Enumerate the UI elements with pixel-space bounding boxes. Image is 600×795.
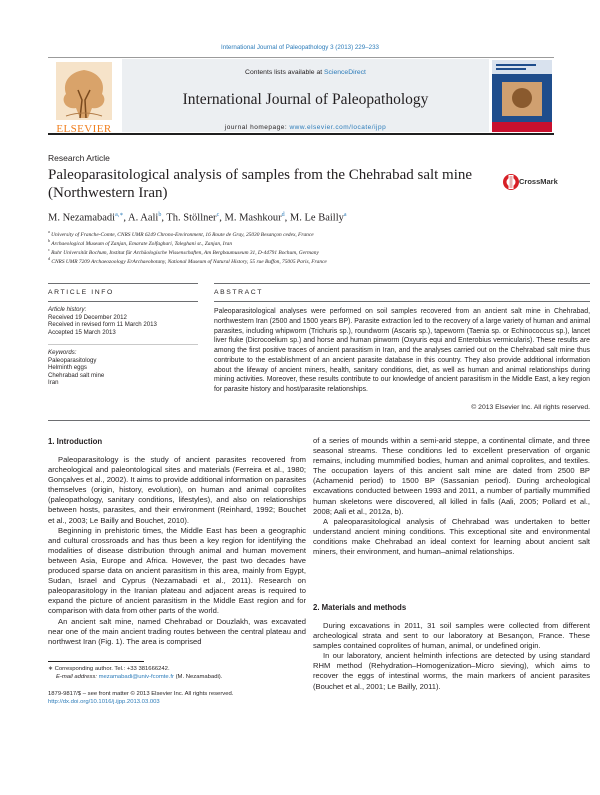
footnotes xyxy=(48,665,308,681)
email-link[interactable]: mezamabadi@univ-fcomte.fr xyxy=(98,674,174,680)
divider xyxy=(214,301,590,302)
paragraph: In our laboratory, ancient helminth infections are detected by using standard RHM method (Rehydration–Homogenization–Micro sieving), which aims to recover the eggs of intestinal worms, the main markers of ancient parasites (Bouchet et al., 2001; Le Bailly, 2011). xyxy=(313,651,590,691)
keywords-block xyxy=(48,349,198,387)
elsevier-tree-logo xyxy=(50,60,118,132)
corresponding-author: ∗ Corresponding author. Tel.: +33 381666242. xyxy=(48,666,170,672)
keywords-label: Keywords: xyxy=(48,349,77,356)
keyword: Paleoparasitology xyxy=(48,356,97,364)
contents-prefix: Contents lists available at xyxy=(245,69,325,76)
body-right-column xyxy=(313,436,590,557)
abstract-text: Paleoparasitological analyses were performed on soil samples recovered from an ancient salt mine in Chehrabad, northwestern Iran (2500 and 1500 years BP). Parasite extraction led to the recovery of a large variety of human and animal parasites, including whipworm (Trichuris sp.), roundworm (Ascaris sp.), tapeworm (Taenia sp. or Echinococcus sp.), lancet liver fluke (Dicrocoelium sp.) and horse and human pinworm (Oxyuris equi and Enterobius vermicularis). These results are among the first positive traces of ancient parasitism in Iran, and the analyses carried out on the Chehrabad salt mine thus contribute to the establishment of an ancient parasite database in this country. They also provide additional information about the lifeway of ancient miners, health, sanitary conditions, diet, as well as human and animal relationships during mining activities. Moreover, these results contribute to our knowledge of ancient parasitism in the Middle East, a key region for parasite history and host/parasite relationships. xyxy=(214,308,590,393)
keyword: Helminth eggs xyxy=(48,364,87,372)
author-affiliation-marker[interactable]: b xyxy=(158,212,162,218)
footnote-divider xyxy=(48,661,144,662)
body-right-column-methods xyxy=(313,621,590,692)
body-left-column xyxy=(48,455,306,647)
paragraph: A paleoparasitological analysis of Chehrabad was undertaken to better understand ancient mining conditions. This exceptional site and environmental conditions make Chehrabad an ideal context for learning about ancient salt miners, their environment, and human–animal relationships. xyxy=(313,516,590,557)
paragraph: of a series of mounds within a semi-arid steppe, a continental climate, and three seasonal streams. These conditions led to excellent preservation of organic remains, including mummified bodies, human and animal coprolites, and textiles. The occupation layers of this ancient salt mine are dated from 2500 BP (Achamenid period) to 1500 BP (Sassanian period). During archeological excavations conducted between 1993 and 2011, a number of partially mummified human skeletons were discovered, all killed in falls (Aali, 2005; Pollard et al., 2008; Aali et al., 2012a, b). xyxy=(313,436,590,516)
article-info-heading: ARTICLE INFO xyxy=(48,289,114,296)
homepage-line xyxy=(122,124,489,131)
accepted-date: Accepted 15 March 2013 xyxy=(48,328,116,336)
affiliation-marker: b xyxy=(48,238,50,243)
homepage-prefix: journal homepage: xyxy=(224,124,290,131)
paragraph: During excavations in 2011, 31 soil samples were collected from different archeological strata and sent to our laboratory at Besançon, France. These samples contained coprolites of human, animal, or undefined origin. xyxy=(313,621,590,651)
author-name[interactable]: A. Aali xyxy=(127,212,159,224)
author-separator: , xyxy=(123,212,128,224)
divider xyxy=(48,283,198,284)
author-name[interactable]: M. Nezamabadi xyxy=(48,212,116,224)
divider xyxy=(214,283,590,284)
homepage-link[interactable]: www.elsevier.com/locate/ijpp xyxy=(289,124,387,131)
email-label: E-mail address: xyxy=(56,674,99,680)
keyword: Iran xyxy=(48,379,59,387)
journal-cover-thumbnail xyxy=(492,60,552,132)
author-name[interactable]: M. Le Bailly xyxy=(289,212,344,224)
author-affiliation-marker[interactable]: a,∗ xyxy=(115,212,124,218)
copyright: © 2013 Elsevier Inc. All rights reserved. xyxy=(471,404,590,411)
paragraph: Paleoparasitology is the study of ancient parasites recovered from archeological and paleontological sites and materials (Ferreira et al., 1980; Gonçalves et al., 2002). It aims to provide additional information on parasites themselves (origin, history, evolution), on human and animal coprolites (paleopathology, sanitary conditions, lifestyles), and also on relationships between hosts, parasites, and their environment (Reinhard, 1992; Bouchet et al., 2003; Le Bailly and Bouchet, 2010). xyxy=(48,455,306,525)
article-history xyxy=(48,306,198,336)
email-suffix: (M. Nezamabadi). xyxy=(173,674,223,680)
author-list xyxy=(48,211,347,224)
author-separator: , xyxy=(284,212,290,224)
divider xyxy=(48,344,198,345)
received-date: Received 19 December 2012 xyxy=(48,313,127,321)
affiliation-marker: a xyxy=(48,229,50,234)
publisher-name: ELSEVIER xyxy=(56,123,112,135)
email-line xyxy=(48,673,308,681)
author-name[interactable]: M. Mashkour xyxy=(224,212,282,224)
affiliation xyxy=(48,255,568,266)
author-name[interactable]: Th. Stöllner xyxy=(166,212,217,224)
revised-date: Received in revised form 11 March 2013 xyxy=(48,321,157,329)
front-matter xyxy=(48,690,308,706)
article-title: Paleoparasitological analysis of samples from the Chehrabad salt mine (Northwestern Iran) xyxy=(48,167,473,201)
author-affiliation-marker[interactable]: d xyxy=(281,212,285,218)
affiliation-marker: c xyxy=(48,247,50,252)
section-heading-introduction: 1. Introduction xyxy=(48,437,103,446)
journal-citation[interactable]: International Journal of Paleopathology 3 (2013) 229–233 xyxy=(221,44,379,51)
keyword: Chehrabad salt mine xyxy=(48,371,105,379)
divider xyxy=(48,301,198,302)
paragraph: Beginning in prehistoric times, the Middle East has been a geographic and cultural crossroads and has thus been a key region for identifying the modalities of disease distribution through animal and human movement between Asia, Europe and Africa. However, the past two decades have produced sparse data on ancient parasitism in this area, mainly from Egypt, Sudan, Israel and Cyprus (Nezamabadi et al., 2011). Research on paleoparasitology in the Iranian plateau and adjacent areas is required to expand the picture of ancient parasitism in the Middle East region and for comparison with data from other parts of the world. xyxy=(48,525,306,616)
affiliation-text: Ruhr Universität Bochum, Institut für Archäologische Wissenschaften, Am Bergbaumuseum 31, D-44791 Bochum, Germany xyxy=(51,249,319,256)
author-separator: , xyxy=(219,212,225,224)
paragraph: An ancient salt mine, named Chehrabad or Douzlakh, was excavated near one of the main ancient trading routes between the central plateau and northwest Iran (Fig. 1). The area is comprised xyxy=(48,616,306,646)
journal-title: International Journal of Paleopathology xyxy=(182,91,429,108)
section-heading-methods: 2. Materials and methods xyxy=(313,603,407,612)
affiliation-text: CNRS UMR 7209 Archaeozoology ErArchaeobotany, National Museum of Natural History, 55 rue Buffon, 75005 Paris, France xyxy=(51,258,327,265)
contents-line xyxy=(122,69,489,76)
issn-line: 1879-9817/$ – see front matter © 2013 Elsevier Inc. All rights reserved. xyxy=(48,691,234,697)
author-affiliation-marker[interactable]: a xyxy=(343,212,347,218)
affiliation-marker: d xyxy=(48,256,50,261)
crossmark-label[interactable]: CrossMark xyxy=(519,177,558,186)
history-label: Article history: xyxy=(48,306,87,313)
affiliation-text: Archaeological Museum of Zanjan, Emarate Zolfaghari, Taleghani st., Zanjan, Iran xyxy=(51,240,233,247)
doi-link[interactable]: http://dx.doi.org/10.1016/j.ijpp.2013.03.003 xyxy=(48,699,160,705)
article-type: Research Article xyxy=(48,153,110,163)
divider xyxy=(48,420,590,421)
sciencedirect-link[interactable]: ScienceDirect xyxy=(324,69,366,76)
abstract-heading: ABSTRACT xyxy=(214,289,264,296)
author-separator: , xyxy=(161,212,167,224)
affiliation-text: University of Franche-Comte, CNRS UMR 6249 Chrono-Environment, 16 Route de Gray, 25030 Besançon cedex, France xyxy=(51,231,314,238)
author-affiliation-marker[interactable]: c xyxy=(216,212,220,218)
